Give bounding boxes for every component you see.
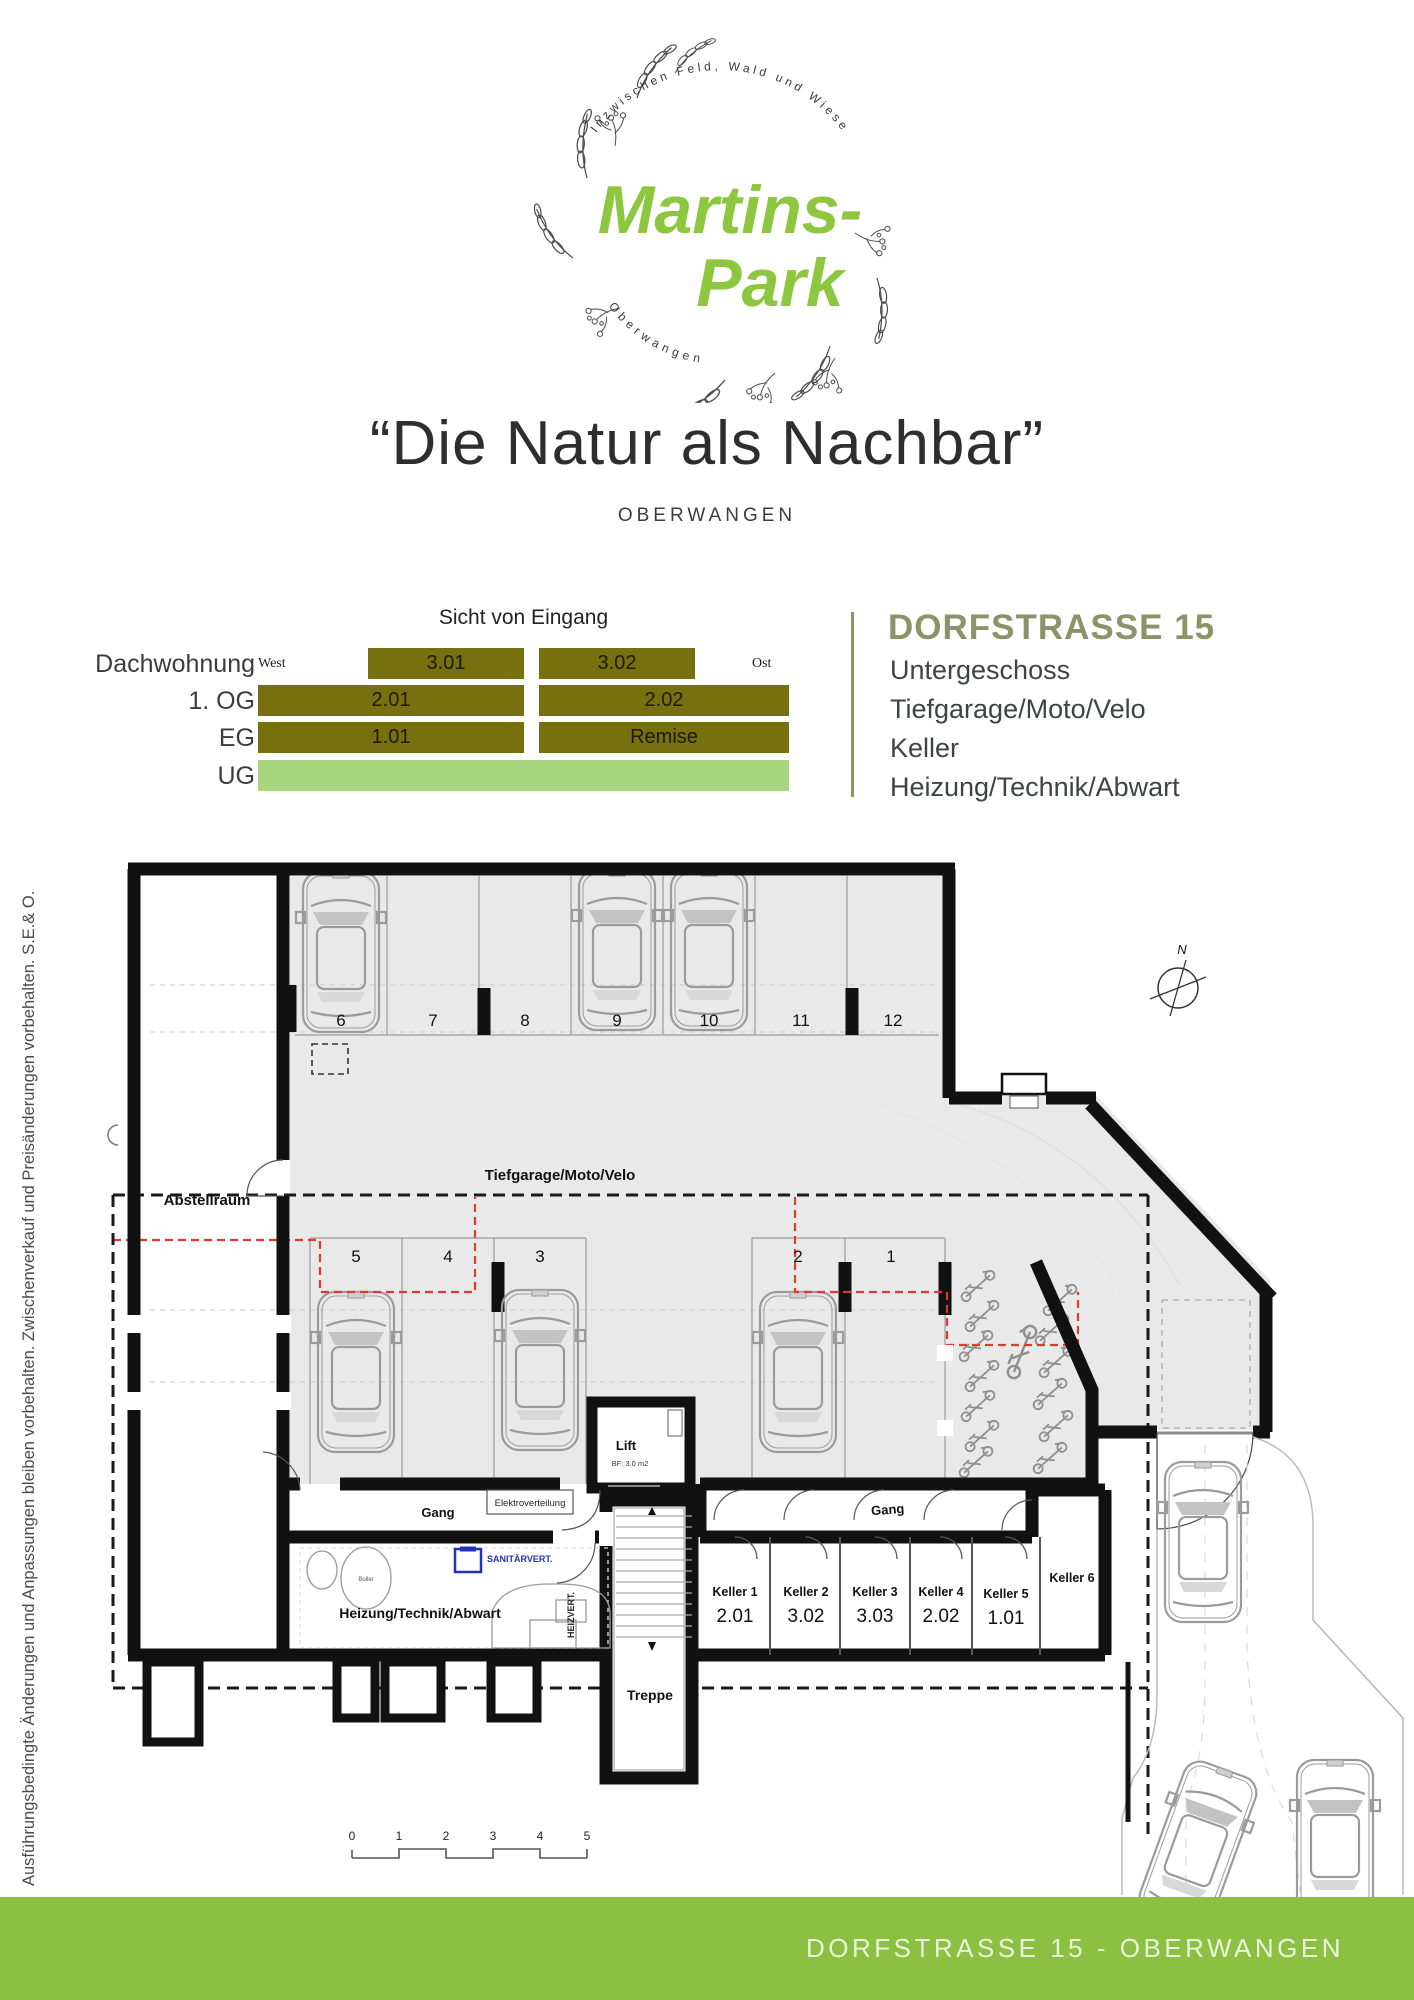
info-line-keller: Keller: [890, 733, 960, 763]
svg-text:3.03: 3.03: [856, 1606, 894, 1627]
car-icon: [1158, 1462, 1248, 1622]
garage-floor: [290, 876, 1270, 1484]
floor-label-eg: EG: [218, 724, 255, 752]
unit-bar-2-01: 2.01: [258, 685, 524, 716]
info-line-untergeschoss: Untergeschoss: [890, 655, 1071, 685]
floors-diagram-title: Sicht von Eingang: [438, 606, 609, 629]
compass-icon: [1150, 942, 1206, 1016]
unit-bar-3-02: 3.02: [539, 648, 695, 679]
logo: [525, 28, 915, 403]
svg-text:5: 5: [351, 1247, 361, 1266]
svg-text:Keller 6: Keller 6: [1049, 1571, 1095, 1585]
info-divider: [851, 612, 854, 797]
gang-right-label: Gang: [870, 1500, 905, 1519]
abstellraum-label: Abstellraum: [163, 1192, 251, 1209]
unit-bar-2-02: 2.02: [539, 685, 789, 716]
heizvert-label: HEIZVERT.: [566, 1591, 576, 1638]
lift-label: Lift: [615, 1438, 637, 1453]
svg-text:0: 0: [348, 1829, 356, 1843]
compass-n-label: N: [1177, 942, 1187, 957]
page-subtitle: OBERWANGEN: [617, 505, 797, 526]
svg-text:4: 4: [536, 1829, 544, 1843]
svg-text:1: 1: [395, 1829, 403, 1843]
lift: [592, 1402, 690, 1488]
svg-text:Keller 5: Keller 5: [983, 1587, 1029, 1601]
svg-text:5: 5: [583, 1829, 591, 1843]
wall-tick-marks: [315, 1650, 351, 1661]
treppe-label: Treppe: [627, 1687, 673, 1703]
info-heading: DORFSTRASSE 15: [888, 608, 1216, 647]
svg-text:2: 2: [793, 1247, 803, 1266]
stairs: [599, 1500, 692, 1778]
page-title: “Die Natur als Nachbar”: [369, 409, 1045, 478]
svg-text:Keller 3: Keller 3: [852, 1585, 898, 1599]
disclaimer-text: Ausführungsbedingte Änderungen und Anpassungen bleiben vorbehalten. Zwischenverkauf und Preisänderungen vorbehalten. S.E.& O.: [20, 890, 38, 1886]
info-line-tiefgarage: Tiefgarage/Moto/Velo: [890, 694, 1146, 724]
svg-text:3: 3: [535, 1247, 545, 1266]
west-label: West: [258, 656, 286, 671]
gang-left-label: Gang: [421, 1505, 455, 1520]
logo-bottom-arc-text: Oberwangen: [606, 299, 706, 367]
floor-plan: [70, 850, 1414, 2000]
svg-text:4: 4: [443, 1247, 453, 1266]
logo-name-line1: Martins-: [597, 172, 863, 248]
logo-top-arc-text: Inzwischen Feld, Wald und Wiese: [587, 58, 853, 135]
svg-text:2.01: 2.01: [716, 1606, 754, 1627]
svg-text:2.02: 2.02: [922, 1606, 960, 1627]
svg-text:3: 3: [489, 1829, 497, 1843]
svg-text:Keller 4: Keller 4: [918, 1585, 964, 1599]
scale-bar: [349, 1829, 591, 1858]
ost-label: Ost: [752, 656, 772, 671]
car-icon: [1290, 1760, 1380, 1920]
svg-text:2: 2: [442, 1829, 450, 1843]
svg-text:11: 11: [792, 1011, 810, 1030]
svg-text:10: 10: [699, 1011, 719, 1030]
elektro-label: Elektroverteilung: [494, 1498, 566, 1509]
svg-text:1: 1: [886, 1247, 896, 1266]
unit-bar-remise: Remise: [539, 722, 789, 753]
svg-text:Keller 1: Keller 1: [712, 1585, 758, 1599]
footer-bar: [0, 1897, 1414, 2000]
unit-bar-1-01: 1.01: [258, 722, 524, 753]
svg-text:12: 12: [883, 1011, 903, 1030]
svg-text:9: 9: [612, 1011, 622, 1030]
svg-text:6: 6: [336, 1011, 346, 1030]
sanitaer-label: SANITÄRVERT.: [487, 1554, 553, 1564]
svg-text:Keller 2: Keller 2: [783, 1585, 829, 1599]
svg-text:8: 8: [520, 1011, 530, 1030]
left-wall-niche: [108, 1125, 118, 1145]
svg-text:1.01: 1.01: [987, 1608, 1025, 1629]
heizung-room-label: Heizung/Technik/Abwart: [339, 1605, 501, 1621]
tiefgarage-label: Tiefgarage/Moto/Velo: [484, 1167, 636, 1184]
floor-label-dach: Dachwohnung: [95, 650, 255, 678]
driveway: [1122, 1437, 1403, 1936]
lift-bf-label: BF: 3.0 m2: [611, 1459, 649, 1468]
light-wells: [147, 1662, 537, 1742]
floor-label-og: 1. OG: [188, 687, 255, 715]
svg-text:7: 7: [428, 1011, 438, 1030]
info-line-heizung: Heizung/Technik/Abwart: [890, 772, 1180, 802]
unit-bar-ug: [258, 760, 789, 791]
logo-name-line2: Park: [696, 245, 844, 321]
floor-label-ug: UG: [217, 762, 255, 790]
boiler-label: Boiler: [358, 1577, 374, 1583]
unit-bar-3-01: 3.01: [368, 648, 524, 679]
svg-text:3.02: 3.02: [787, 1606, 825, 1627]
footer-text: DORFSTRASSE 15 - OBERWANGEN: [805, 1933, 1344, 1963]
